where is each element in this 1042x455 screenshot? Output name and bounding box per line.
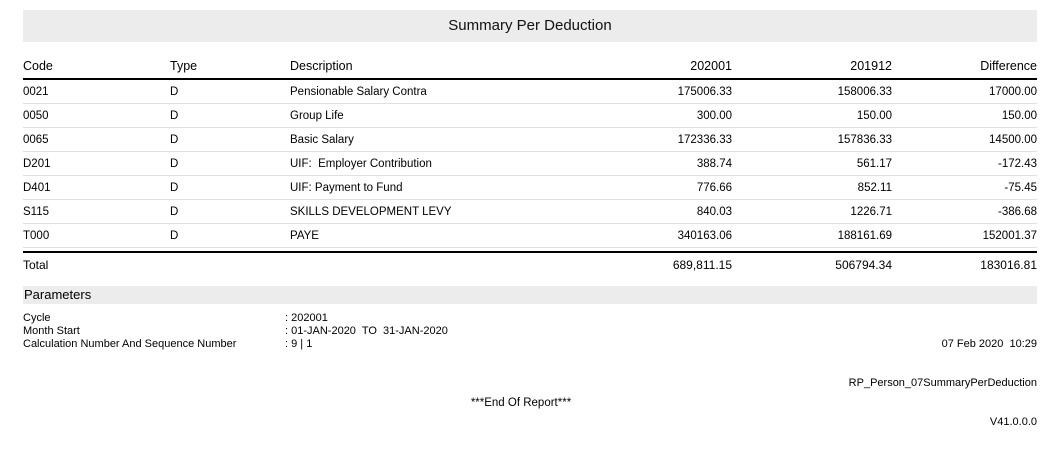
cell-description: SKILLS DEVELOPMENT LEVY bbox=[290, 205, 452, 218]
parameters-list bbox=[23, 312, 849, 455]
cell-description: Group Life bbox=[290, 109, 344, 122]
parameters-section bbox=[23, 312, 1037, 455]
cell-difference: -172.43 bbox=[997, 157, 1037, 170]
parameter-value: : 9 | 1 bbox=[285, 338, 313, 350]
cell-type: D bbox=[170, 133, 179, 146]
total-previous: 506794.34 bbox=[835, 258, 892, 272]
column-header-type: Type bbox=[170, 59, 198, 73]
cell-previous: 158006.33 bbox=[837, 85, 892, 98]
total-label: Total bbox=[23, 258, 49, 272]
table-row bbox=[23, 224, 1037, 248]
cell-code: T000 bbox=[23, 229, 50, 242]
cell-previous: 561.17 bbox=[856, 157, 892, 170]
column-header-current-period: 202001 bbox=[690, 59, 732, 73]
cell-difference: -75.45 bbox=[1004, 181, 1037, 194]
parameters-heading: Parameters bbox=[23, 286, 1037, 304]
cell-previous: 852.11 bbox=[857, 181, 892, 194]
column-header-previous-period: 201912 bbox=[850, 59, 892, 73]
cell-description: UIF: Employer Contribution bbox=[290, 157, 432, 170]
cell-type: D bbox=[170, 181, 179, 194]
parameter-row-cycle bbox=[23, 312, 849, 325]
column-header-description: Description bbox=[290, 59, 353, 73]
cell-code: D401 bbox=[23, 181, 51, 194]
parameter-value: : 01-JAN-2020 TO 31-JAN-2020 bbox=[285, 325, 448, 337]
table-row bbox=[23, 200, 1037, 224]
report-name: RP_Person_07SummaryPerDeduction bbox=[848, 377, 1037, 389]
total-current: 689,811.15 bbox=[672, 258, 732, 272]
cell-difference: 150.00 bbox=[1001, 109, 1037, 122]
report-meta bbox=[849, 312, 1037, 455]
cell-description: Pensionable Salary Contra bbox=[290, 85, 427, 98]
table-row bbox=[23, 152, 1037, 176]
cell-current: 388.74 bbox=[696, 157, 732, 170]
column-header-difference: Difference bbox=[980, 59, 1037, 73]
report-version: V41.0.0.0 bbox=[989, 416, 1037, 428]
cell-previous: 157836.33 bbox=[837, 133, 892, 146]
total-difference: 183016.81 bbox=[980, 258, 1037, 272]
cell-type: D bbox=[170, 109, 179, 122]
cell-type: D bbox=[170, 157, 179, 170]
parameter-label: Calculation Number And Sequence Number bbox=[23, 338, 237, 350]
cell-previous: 1226.71 bbox=[850, 205, 892, 218]
report-generated-timestamp: 07 Feb 2020 10:29 bbox=[941, 338, 1037, 350]
cell-previous: 188161.69 bbox=[837, 229, 892, 242]
cell-code: D201 bbox=[23, 157, 51, 170]
cell-difference: 152001.37 bbox=[982, 229, 1037, 242]
cell-current: 175006.33 bbox=[677, 85, 732, 98]
cell-current: 300.00 bbox=[696, 109, 732, 122]
cell-type: D bbox=[170, 205, 179, 218]
cell-previous: 150.00 bbox=[856, 109, 892, 122]
cell-code: 0065 bbox=[23, 133, 49, 146]
cell-difference: -386.68 bbox=[997, 205, 1037, 218]
end-of-report-text: ***End Of Report*** bbox=[470, 397, 572, 409]
report-title: Summary Per Deduction bbox=[23, 10, 1037, 42]
cell-difference: 17000.00 bbox=[989, 85, 1037, 98]
cell-code: 0021 bbox=[23, 85, 49, 98]
cell-type: D bbox=[170, 229, 179, 242]
cell-type: D bbox=[170, 85, 179, 98]
cell-code: S115 bbox=[23, 205, 50, 218]
parameter-row-calculation-number bbox=[23, 338, 849, 351]
cell-difference: 14500.00 bbox=[989, 133, 1037, 146]
table-row bbox=[23, 80, 1037, 104]
parameter-label: Month Start bbox=[23, 325, 80, 337]
cell-current: 840.03 bbox=[696, 205, 732, 218]
cell-code: 0050 bbox=[23, 109, 49, 122]
cell-current: 172336.33 bbox=[677, 133, 732, 146]
cell-current: 340163.06 bbox=[677, 229, 732, 242]
parameter-value: : 202001 bbox=[285, 312, 328, 324]
table-row bbox=[23, 176, 1037, 200]
cell-description: UIF: Payment to Fund bbox=[290, 181, 403, 194]
parameter-row-month-start bbox=[23, 325, 849, 338]
cell-description: Basic Salary bbox=[290, 133, 354, 146]
summary-per-deduction-report bbox=[23, 0, 1037, 455]
cell-description: PAYE bbox=[290, 229, 319, 242]
total-row bbox=[23, 253, 1037, 278]
column-header-code: Code bbox=[23, 59, 53, 73]
parameter-label: Cycle bbox=[23, 312, 51, 324]
table-header-row bbox=[23, 59, 1037, 73]
cell-current: 776.66 bbox=[696, 181, 732, 194]
table-row bbox=[23, 104, 1037, 128]
table-row bbox=[23, 128, 1037, 152]
